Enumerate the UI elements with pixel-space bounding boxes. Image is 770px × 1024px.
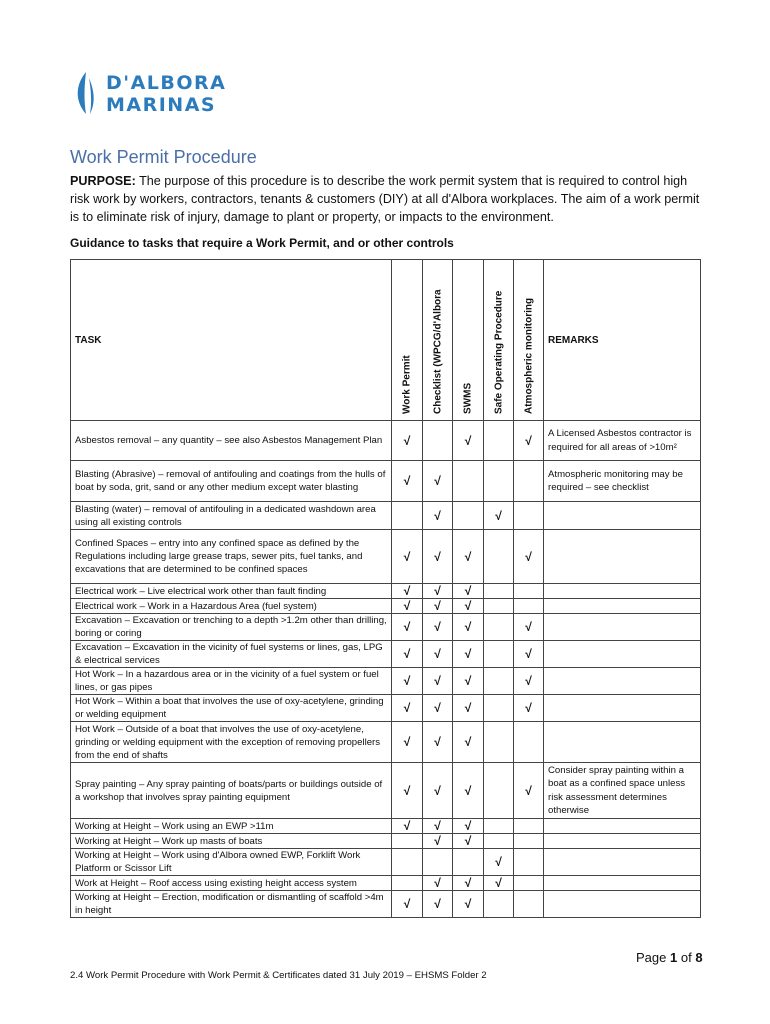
guidance-heading: Guidance to tasks that require a Work Permit, and or other controls — [70, 236, 454, 250]
task-cell: Excavation – Excavation in the vicinity of fuel systems or lines, gas, LPG & electrical services — [71, 641, 392, 668]
check-mark-icon: √ — [464, 819, 472, 833]
swms-cell — [453, 614, 484, 641]
swms-cell — [453, 695, 484, 722]
check-mark-icon: √ — [434, 549, 441, 564]
check-mark-icon: √ — [464, 876, 472, 890]
work-permit-cell — [392, 641, 423, 668]
sop-cell — [484, 849, 514, 876]
logo-text-line1: D'ALBORA — [106, 72, 227, 94]
table-row — [71, 834, 701, 849]
check-mark-icon: √ — [434, 834, 441, 848]
remarks-cell — [544, 502, 701, 530]
remarks-cell: Atmospheric monitoring may be required – see checklist — [544, 461, 701, 502]
swms-cell — [453, 421, 484, 461]
checklist-cell — [423, 763, 453, 819]
checklist-cell — [423, 834, 453, 849]
atmospheric-cell — [514, 819, 544, 834]
work-permit-cell — [392, 722, 423, 763]
task-cell: Confined Spaces – entry into any confined space as defined by the Regulations including large grease traps, sewer pits, fuel tanks, and excavations that are determined to be confined spaces — [71, 530, 392, 584]
task-cell: Asbestos removal – any quantity – see also Asbestos Management Plan — [71, 421, 392, 461]
check-mark-icon: √ — [525, 783, 532, 798]
header-swms — [453, 260, 484, 421]
checklist-cell — [423, 502, 453, 530]
logo-text-line2: MARINAS — [106, 94, 217, 116]
remarks-cell — [544, 849, 701, 876]
task-cell: Working at Height – Work using an EWP >11m — [71, 819, 392, 834]
work-permit-cell — [392, 614, 423, 641]
header-sop-label: Safe Operating Procedure — [493, 290, 504, 414]
atmospheric-cell — [514, 599, 544, 614]
work-permit-cell — [392, 599, 423, 614]
atmospheric-cell — [514, 641, 544, 668]
table-row — [71, 614, 701, 641]
check-mark-icon: √ — [464, 647, 472, 661]
table-row — [71, 599, 701, 614]
sop-cell — [484, 584, 514, 599]
atmospheric-cell — [514, 614, 544, 641]
header-sop — [484, 260, 514, 421]
table-row — [71, 849, 701, 876]
atmospheric-cell — [514, 584, 544, 599]
sop-cell — [484, 763, 514, 819]
swms-cell — [453, 891, 484, 918]
header-atmospheric — [514, 260, 544, 421]
page-number — [636, 950, 703, 965]
remarks-cell — [544, 599, 701, 614]
check-mark-icon: √ — [495, 508, 502, 523]
atmospheric-cell — [514, 849, 544, 876]
checklist-cell — [423, 530, 453, 584]
sop-cell — [484, 834, 514, 849]
check-mark-icon: √ — [525, 620, 532, 634]
remarks-cell — [544, 876, 701, 891]
remarks-cell: A Licensed Asbestos contractor is required for all areas of >10m² — [544, 421, 701, 461]
check-mark-icon: √ — [464, 433, 472, 448]
remarks-cell — [544, 641, 701, 668]
remarks-cell — [544, 891, 701, 918]
check-mark-icon: √ — [464, 584, 472, 598]
swms-cell — [453, 819, 484, 834]
table-header-row — [71, 260, 701, 421]
check-mark-icon: √ — [403, 620, 411, 634]
remarks-cell — [544, 722, 701, 763]
check-mark-icon: √ — [434, 876, 441, 890]
checklist-cell — [423, 668, 453, 695]
work-permit-cell — [392, 763, 423, 819]
check-mark-icon: √ — [434, 783, 441, 798]
task-cell: Blasting (water) – removal of antifouling in a dedicated washdown area using all existing controls — [71, 502, 392, 530]
page-label: Page — [636, 950, 667, 965]
check-mark-icon: √ — [403, 735, 411, 749]
table-row — [71, 502, 701, 530]
work-permit-cell — [392, 530, 423, 584]
remarks-cell — [544, 668, 701, 695]
sop-cell — [484, 876, 514, 891]
header-checklist — [423, 260, 453, 421]
check-mark-icon: √ — [495, 876, 502, 890]
checklist-cell — [423, 641, 453, 668]
check-mark-icon: √ — [464, 897, 472, 911]
check-mark-icon: √ — [495, 855, 502, 869]
atmospheric-cell — [514, 876, 544, 891]
check-mark-icon: √ — [464, 783, 472, 798]
check-mark-icon: √ — [403, 701, 411, 715]
table-row — [71, 641, 701, 668]
check-mark-icon: √ — [434, 674, 441, 688]
work-permit-cell — [392, 891, 423, 918]
check-mark-icon: √ — [403, 433, 411, 448]
work-permit-cell — [392, 584, 423, 599]
atmospheric-cell — [514, 722, 544, 763]
swms-cell — [453, 502, 484, 530]
remarks-cell — [544, 530, 701, 584]
swms-cell — [453, 641, 484, 668]
check-mark-icon: √ — [434, 897, 441, 911]
checklist-cell — [423, 461, 453, 502]
check-mark-icon: √ — [403, 549, 411, 564]
swms-cell — [453, 461, 484, 502]
page-of: of — [680, 950, 692, 965]
work-permit-table — [70, 259, 701, 918]
check-mark-icon: √ — [525, 433, 532, 448]
check-mark-icon: √ — [403, 819, 411, 833]
work-permit-cell — [392, 461, 423, 502]
check-mark-icon: √ — [434, 599, 441, 613]
table-row — [71, 876, 701, 891]
sop-cell — [484, 891, 514, 918]
task-cell: Work at Height – Roof access using existing height access system — [71, 876, 392, 891]
table-row — [71, 891, 701, 918]
company-logo — [72, 70, 232, 118]
atmospheric-cell — [514, 421, 544, 461]
swms-cell — [453, 834, 484, 849]
check-mark-icon: √ — [434, 474, 441, 488]
swms-cell — [453, 599, 484, 614]
swms-cell — [453, 530, 484, 584]
page-current: 1 — [670, 950, 678, 965]
task-cell: Spray painting – Any spray painting of boats/parts or buildings outside of a workshop that involves spray painting equipment — [71, 763, 392, 819]
task-cell: Hot Work – In a hazardous area or in the vicinity of a fuel system or fuel lines, or gas pipes — [71, 668, 392, 695]
header-task: TASK — [71, 260, 392, 421]
table-row — [71, 530, 701, 584]
task-cell: Working at Height – Erection, modification or dismantling of scaffold >4m in height — [71, 891, 392, 918]
swms-cell — [453, 876, 484, 891]
task-cell: Hot Work – Outside of a boat that involves the use of oxy-acetylene, grinding or welding equipment with the exception of removing propellers from the end of shafts — [71, 722, 392, 763]
work-permit-cell — [392, 834, 423, 849]
checklist-cell — [423, 849, 453, 876]
sop-cell — [484, 530, 514, 584]
header-remarks: REMARKS — [544, 260, 701, 421]
swms-cell — [453, 584, 484, 599]
check-mark-icon: √ — [464, 599, 472, 613]
work-permit-cell — [392, 819, 423, 834]
swms-cell — [453, 763, 484, 819]
work-permit-cell — [392, 695, 423, 722]
check-mark-icon: √ — [434, 584, 441, 598]
atmospheric-cell — [514, 763, 544, 819]
table-row — [71, 421, 701, 461]
sop-cell — [484, 819, 514, 834]
check-mark-icon: √ — [464, 549, 472, 564]
check-mark-icon: √ — [464, 735, 472, 749]
checklist-cell — [423, 695, 453, 722]
purpose-paragraph — [70, 172, 700, 226]
check-mark-icon: √ — [434, 620, 441, 634]
atmospheric-cell — [514, 834, 544, 849]
sop-cell — [484, 722, 514, 763]
sail-logo-icon — [72, 70, 102, 118]
checklist-cell — [423, 722, 453, 763]
check-mark-icon: √ — [464, 674, 472, 688]
task-cell: Electrical work – Live electrical work other than fault finding — [71, 584, 392, 599]
remarks-cell — [544, 834, 701, 849]
work-permit-cell — [392, 668, 423, 695]
check-mark-icon: √ — [403, 584, 411, 598]
task-cell: Excavation – Excavation or trenching to a depth >1.2m other than drilling, boring or coring — [71, 614, 392, 641]
check-mark-icon: √ — [464, 620, 472, 634]
sop-cell — [484, 421, 514, 461]
purpose-text: The purpose of this procedure is to describe the work permit system that is required to control high risk work by workers, contractors, tenants & customers (DIY) at all d'Albora workplaces. The aim of a work permit is to eliminate risk of injury, damage to plant or property, or impacts to the environment. — [70, 174, 700, 224]
header-checklist-label: Checklist (WPCG/d'Albora — [432, 289, 443, 414]
check-mark-icon: √ — [525, 549, 532, 564]
sop-cell — [484, 695, 514, 722]
sop-cell — [484, 502, 514, 530]
purpose-label: PURPOSE: — [70, 174, 136, 188]
remarks-cell: Consider spray painting within a boat as a confined space unless risk assessment determines otherwise — [544, 763, 701, 819]
sop-cell — [484, 668, 514, 695]
remarks-cell — [544, 584, 701, 599]
check-mark-icon: √ — [403, 674, 411, 688]
swms-cell — [453, 849, 484, 876]
check-mark-icon: √ — [434, 701, 441, 715]
atmospheric-cell — [514, 502, 544, 530]
swms-cell — [453, 722, 484, 763]
atmospheric-cell — [514, 695, 544, 722]
task-cell: Electrical work – Work in a Hazardous Area (fuel system) — [71, 599, 392, 614]
sop-cell — [484, 461, 514, 502]
header-swms-label: SWMS — [462, 382, 474, 414]
checklist-cell — [423, 819, 453, 834]
table-row — [71, 695, 701, 722]
table-row — [71, 461, 701, 502]
atmospheric-cell — [514, 461, 544, 502]
sop-cell — [484, 599, 514, 614]
check-mark-icon: √ — [525, 674, 532, 688]
swms-cell — [453, 668, 484, 695]
remarks-cell — [544, 614, 701, 641]
document-footer: 2.4 Work Permit Procedure with Work Permit & Certificates dated 31 July 2019 – EHSMS Folder 2 — [70, 970, 487, 981]
work-permit-cell — [392, 876, 423, 891]
checklist-cell — [423, 876, 453, 891]
table-row — [71, 584, 701, 599]
checklist-cell — [423, 599, 453, 614]
checklist-cell — [423, 614, 453, 641]
check-mark-icon: √ — [464, 834, 472, 848]
table-row — [71, 722, 701, 763]
work-permit-cell — [392, 421, 423, 461]
page-title: Work Permit Procedure — [70, 147, 257, 167]
check-mark-icon: √ — [403, 897, 411, 911]
check-mark-icon: √ — [434, 735, 441, 749]
check-mark-icon: √ — [403, 647, 411, 661]
check-mark-icon: √ — [525, 647, 532, 661]
task-cell: Hot Work – Within a boat that involves the use of oxy-acetylene, grinding or welding equipment — [71, 695, 392, 722]
header-work-permit-label: Work Permit — [401, 355, 413, 414]
table-body — [71, 421, 701, 918]
check-mark-icon: √ — [403, 599, 411, 613]
work-permit-cell — [392, 849, 423, 876]
check-mark-icon: √ — [434, 508, 441, 523]
check-mark-icon: √ — [525, 701, 532, 715]
remarks-cell — [544, 819, 701, 834]
check-mark-icon: √ — [434, 647, 441, 661]
checklist-cell — [423, 421, 453, 461]
task-cell: Working at Height – Work up masts of boats — [71, 834, 392, 849]
header-work-permit — [392, 260, 423, 421]
checklist-cell — [423, 891, 453, 918]
atmospheric-cell — [514, 668, 544, 695]
check-mark-icon: √ — [403, 474, 411, 488]
header-atmospheric-label: Atmospheric monitoring — [523, 297, 534, 414]
table-row — [71, 668, 701, 695]
atmospheric-cell — [514, 530, 544, 584]
check-mark-icon: √ — [403, 783, 411, 798]
sop-cell — [484, 641, 514, 668]
task-cell: Working at Height – Work using d'Albora owned EWP, Forklift Work Platform or Scissor Lift — [71, 849, 392, 876]
page-total: 8 — [695, 950, 703, 965]
sop-cell — [484, 614, 514, 641]
work-permit-cell — [392, 502, 423, 530]
checklist-cell — [423, 584, 453, 599]
task-cell: Blasting (Abrasive) – removal of antifouling and coatings from the hulls of boat by soda, grit, sand or any other medium except water blasting — [71, 461, 392, 502]
check-mark-icon: √ — [464, 701, 472, 715]
table-row — [71, 819, 701, 834]
check-mark-icon: √ — [434, 819, 441, 833]
table-row — [71, 763, 701, 819]
remarks-cell — [544, 695, 701, 722]
atmospheric-cell — [514, 891, 544, 918]
